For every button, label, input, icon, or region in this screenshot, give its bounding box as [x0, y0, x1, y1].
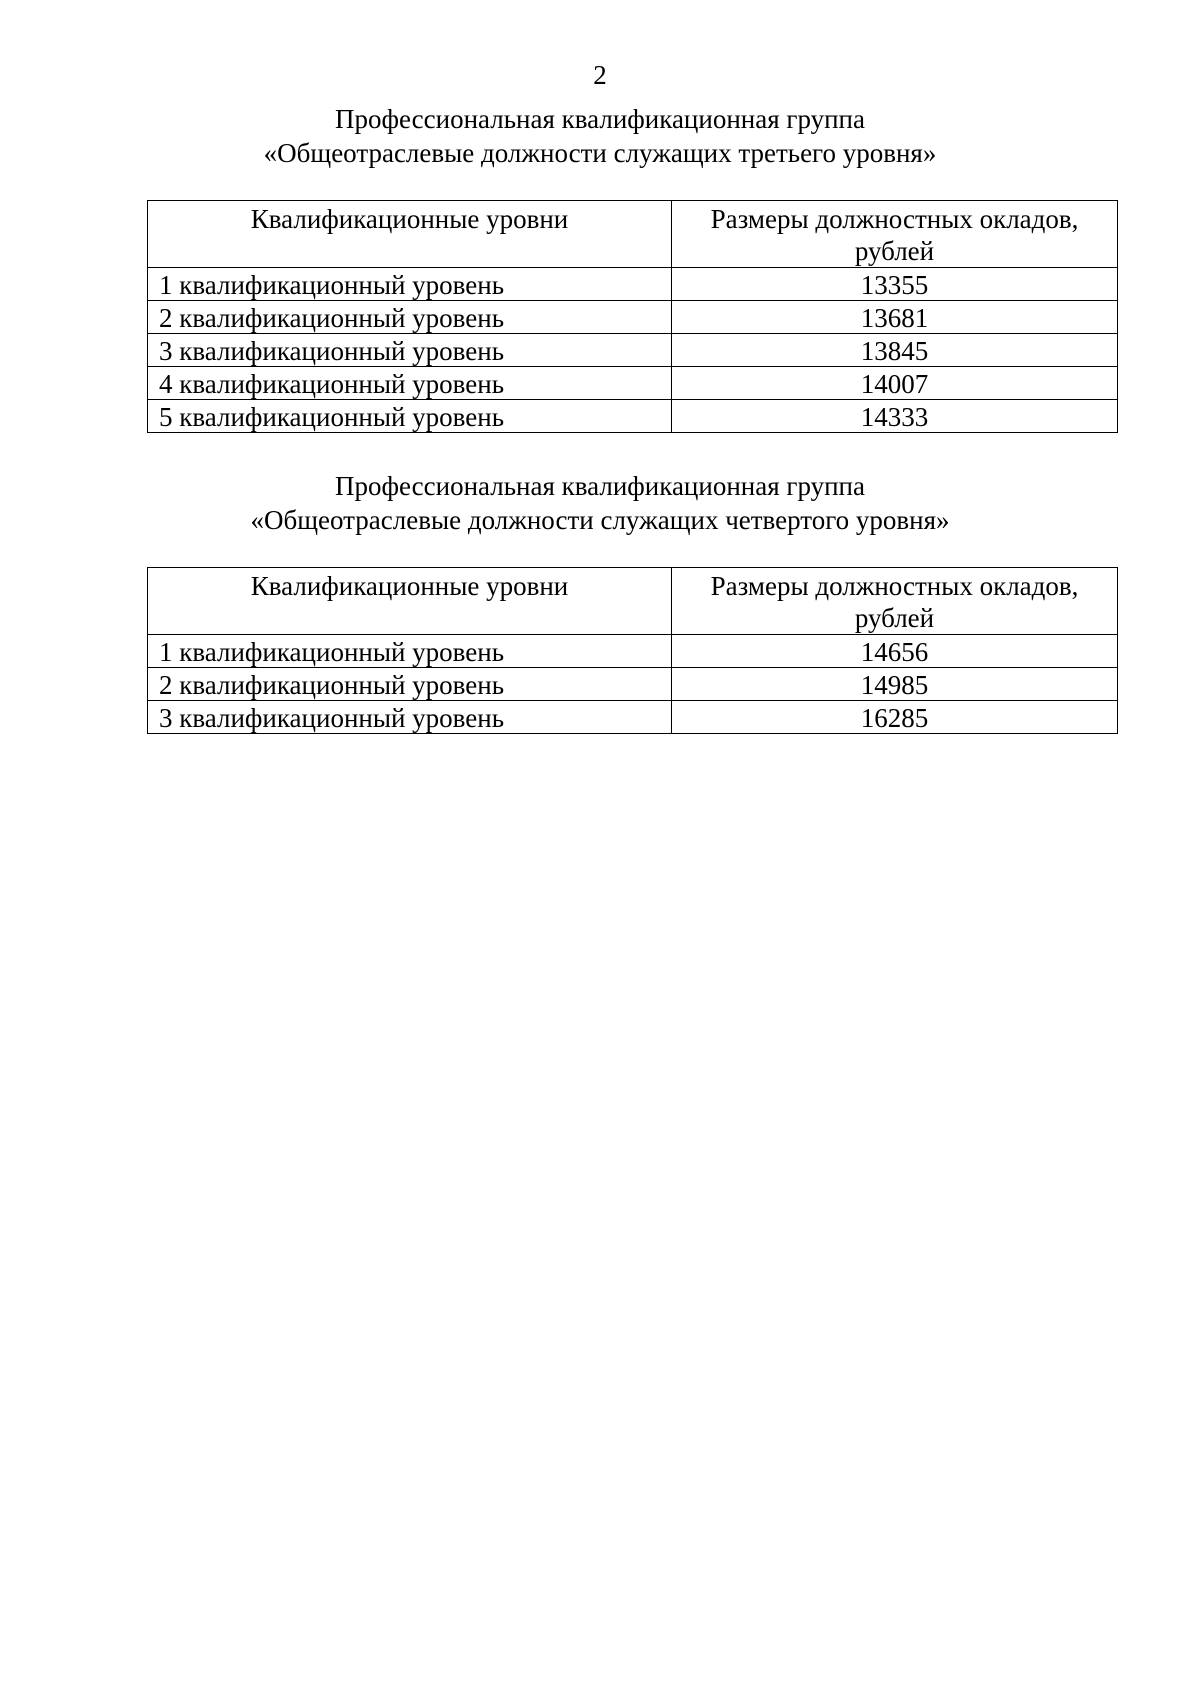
group-heading-line: «Общеотраслевые должности служащих четвертого уровня»	[250, 505, 950, 535]
table-row	[148, 367, 1118, 400]
column-header-levels: Квалификационные уровни	[148, 568, 672, 635]
level-cell: 2 квалификационный уровень	[148, 301, 672, 334]
amount-cell: 13845	[672, 334, 1118, 367]
column-header-salaries-text: Размеры должностных окладов, рублей	[710, 204, 1079, 266]
level-cell: 1 квалификационный уровень	[148, 268, 672, 301]
column-header-salaries	[672, 568, 1118, 635]
amount-cell: 13681	[672, 301, 1118, 334]
salary-table-fourth-level	[147, 567, 1118, 734]
group-heading-line: Профессиональная квалификационная группа	[335, 104, 865, 134]
table-body	[148, 268, 1118, 433]
column-header-salaries-text: Размеры должностных окладов, рублей	[710, 571, 1079, 633]
table-body	[148, 635, 1118, 734]
page-number: 2	[593, 60, 607, 90]
table-row	[148, 400, 1118, 433]
amount-cell: 16285	[672, 701, 1118, 734]
column-header-levels: Квалификационные уровни	[148, 201, 672, 268]
group-heading-third-level	[0, 102, 1200, 170]
table-row	[148, 301, 1118, 334]
group-heading-fourth-level	[0, 469, 1200, 537]
salary-table-third-level	[147, 200, 1118, 433]
table-header-row	[148, 568, 1118, 635]
level-cell: 4 квалификационный уровень	[148, 367, 672, 400]
level-cell: 1 квалификационный уровень	[148, 635, 672, 668]
table-row	[148, 334, 1118, 367]
table-row	[148, 668, 1118, 701]
amount-cell: 14007	[672, 367, 1118, 400]
level-cell: 5 квалификационный уровень	[148, 400, 672, 433]
level-cell: 2 квалификационный уровень	[148, 668, 672, 701]
table-row	[148, 635, 1118, 668]
level-cell: 3 квалификационный уровень	[148, 334, 672, 367]
group-heading-line: «Общеотраслевые должности служащих третьего уровня»	[263, 138, 937, 168]
table-row	[148, 268, 1118, 301]
table-row	[148, 701, 1118, 734]
amount-cell: 14656	[672, 635, 1118, 668]
column-header-salaries	[672, 201, 1118, 268]
amount-cell: 13355	[672, 268, 1118, 301]
table-header-row	[148, 201, 1118, 268]
amount-cell: 14333	[672, 400, 1118, 433]
level-cell: 3 квалификационный уровень	[148, 701, 672, 734]
amount-cell: 14985	[672, 668, 1118, 701]
group-heading-line: Профессиональная квалификационная группа	[335, 471, 865, 501]
